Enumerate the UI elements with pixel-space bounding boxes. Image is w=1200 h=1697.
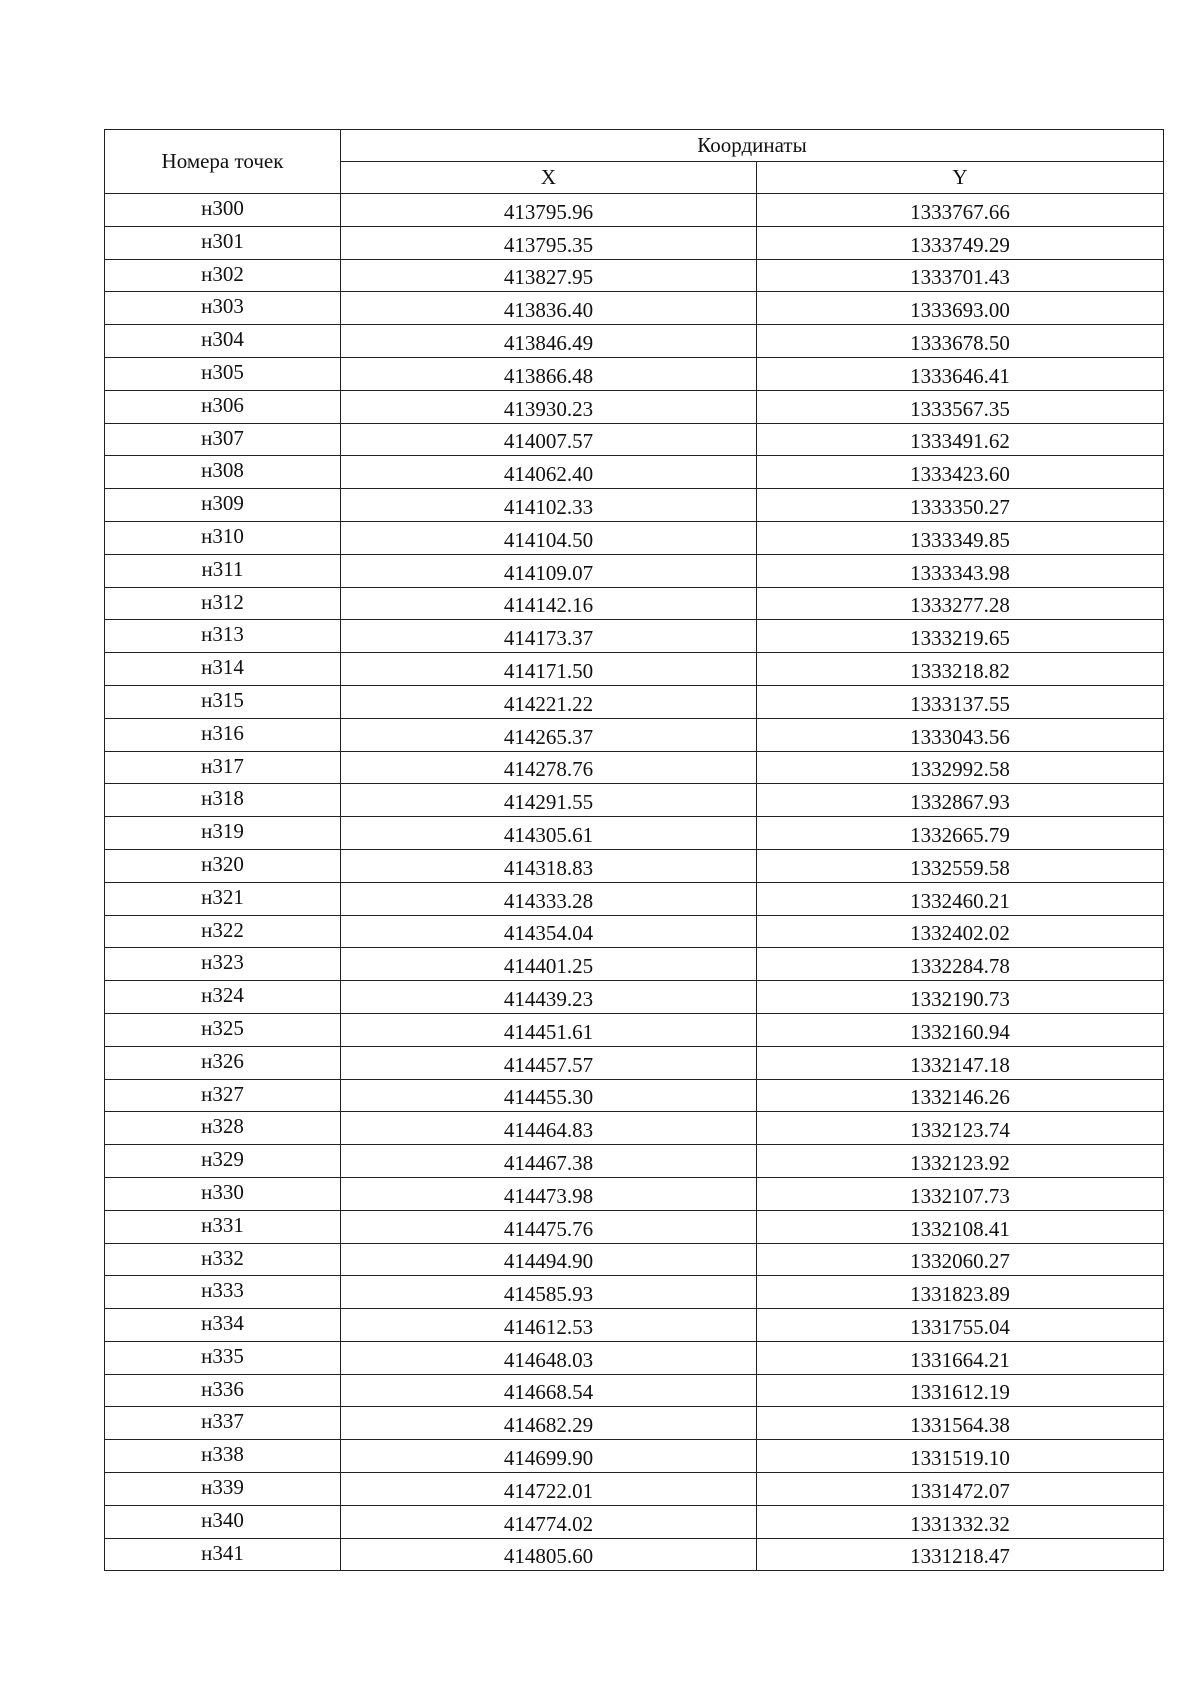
point-number-cell: н339 bbox=[105, 1473, 341, 1506]
point-number-cell: н335 bbox=[105, 1341, 341, 1374]
table-row bbox=[105, 1276, 1164, 1309]
table-row bbox=[105, 685, 1164, 718]
point-number-cell: н319 bbox=[105, 817, 341, 850]
point-number-cell: н326 bbox=[105, 1046, 341, 1079]
y-coordinate-cell: 1333693.00 bbox=[757, 292, 1164, 325]
table-row bbox=[105, 981, 1164, 1014]
point-number-cell: н322 bbox=[105, 915, 341, 948]
point-number-cell: н333 bbox=[105, 1276, 341, 1309]
y-coordinate-cell: 1332190.73 bbox=[757, 981, 1164, 1014]
point-number-cell: н301 bbox=[105, 226, 341, 259]
point-number-cell: н311 bbox=[105, 554, 341, 587]
table-row bbox=[105, 784, 1164, 817]
table-row bbox=[105, 521, 1164, 554]
point-number-cell: н338 bbox=[105, 1440, 341, 1473]
points-column-header: Номера точек bbox=[105, 130, 341, 194]
x-coordinate-cell: 414682.29 bbox=[341, 1407, 757, 1440]
table-row bbox=[105, 1046, 1164, 1079]
y-coordinate-cell: 1331612.19 bbox=[757, 1374, 1164, 1407]
table-row bbox=[105, 948, 1164, 981]
table-row bbox=[105, 653, 1164, 686]
point-number-cell: н316 bbox=[105, 718, 341, 751]
x-coordinate-cell: 414401.25 bbox=[341, 948, 757, 981]
x-coordinate-cell: 413795.96 bbox=[341, 194, 757, 227]
y-coordinate-cell: 1332992.58 bbox=[757, 751, 1164, 784]
y-coordinate-cell: 1333137.55 bbox=[757, 685, 1164, 718]
x-coordinate-cell: 414171.50 bbox=[341, 653, 757, 686]
table-row bbox=[105, 1309, 1164, 1342]
x-coordinate-cell: 414142.16 bbox=[341, 587, 757, 620]
y-coordinate-cell: 1331755.04 bbox=[757, 1309, 1164, 1342]
y-coordinate-cell: 1332665.79 bbox=[757, 817, 1164, 850]
x-coordinate-cell: 414494.90 bbox=[341, 1243, 757, 1276]
y-coordinate-cell: 1332559.58 bbox=[757, 849, 1164, 882]
x-coordinate-cell: 414291.55 bbox=[341, 784, 757, 817]
table-row bbox=[105, 587, 1164, 620]
point-number-cell: н328 bbox=[105, 1112, 341, 1145]
x-coordinate-cell: 413795.35 bbox=[341, 226, 757, 259]
table-row bbox=[105, 1177, 1164, 1210]
y-coordinate-cell: 1332402.02 bbox=[757, 915, 1164, 948]
point-number-cell: н329 bbox=[105, 1145, 341, 1178]
x-coordinate-cell: 414774.02 bbox=[341, 1505, 757, 1538]
point-number-cell: н321 bbox=[105, 882, 341, 915]
table-row bbox=[105, 718, 1164, 751]
y-coordinate-cell: 1333043.56 bbox=[757, 718, 1164, 751]
table-header bbox=[105, 130, 1164, 194]
y-coordinate-cell: 1333350.27 bbox=[757, 489, 1164, 522]
y-coordinate-cell: 1333343.98 bbox=[757, 554, 1164, 587]
y-coordinate-cell: 1333277.28 bbox=[757, 587, 1164, 620]
table-row bbox=[105, 1473, 1164, 1506]
table-row bbox=[105, 226, 1164, 259]
y-coordinate-cell: 1332060.27 bbox=[757, 1243, 1164, 1276]
x-coordinate-cell: 414467.38 bbox=[341, 1145, 757, 1178]
x-coordinate-cell: 414805.60 bbox=[341, 1538, 757, 1571]
y-coordinate-cell: 1332160.94 bbox=[757, 1013, 1164, 1046]
y-coordinate-cell: 1333491.62 bbox=[757, 423, 1164, 456]
y-coordinate-cell: 1332284.78 bbox=[757, 948, 1164, 981]
table-row bbox=[105, 1440, 1164, 1473]
point-number-cell: н320 bbox=[105, 849, 341, 882]
point-number-cell: н337 bbox=[105, 1407, 341, 1440]
header-row-top bbox=[105, 130, 1164, 162]
x-coordinate-cell: 414464.83 bbox=[341, 1112, 757, 1145]
x-coordinate-cell: 414475.76 bbox=[341, 1210, 757, 1243]
x-coordinate-cell: 413836.40 bbox=[341, 292, 757, 325]
point-number-cell: н341 bbox=[105, 1538, 341, 1571]
x-coordinate-cell: 414333.28 bbox=[341, 882, 757, 915]
y-coordinate-cell: 1331823.89 bbox=[757, 1276, 1164, 1309]
point-number-cell: н308 bbox=[105, 456, 341, 489]
table-row bbox=[105, 357, 1164, 390]
x-coordinate-cell: 414722.01 bbox=[341, 1473, 757, 1506]
y-coordinate-cell: 1331564.38 bbox=[757, 1407, 1164, 1440]
x-coordinate-cell: 413827.95 bbox=[341, 259, 757, 292]
table-row bbox=[105, 1079, 1164, 1112]
y-coordinate-cell: 1332460.21 bbox=[757, 882, 1164, 915]
point-number-cell: н317 bbox=[105, 751, 341, 784]
table-row bbox=[105, 1112, 1164, 1145]
x-coordinate-cell: 414173.37 bbox=[341, 620, 757, 653]
y-coordinate-cell: 1332123.92 bbox=[757, 1145, 1164, 1178]
table-row bbox=[105, 882, 1164, 915]
x-coordinate-cell: 414455.30 bbox=[341, 1079, 757, 1112]
x-coordinate-cell: 414318.83 bbox=[341, 849, 757, 882]
x-coordinate-cell: 414648.03 bbox=[341, 1341, 757, 1374]
x-coordinate-cell: 414612.53 bbox=[341, 1309, 757, 1342]
table-row bbox=[105, 554, 1164, 587]
y-coordinate-cell: 1333646.41 bbox=[757, 357, 1164, 390]
y-coordinate-cell: 1333767.66 bbox=[757, 194, 1164, 227]
x-coordinate-cell: 414109.07 bbox=[341, 554, 757, 587]
point-number-cell: н304 bbox=[105, 325, 341, 358]
table-row bbox=[105, 1505, 1164, 1538]
table-row bbox=[105, 1210, 1164, 1243]
point-number-cell: н302 bbox=[105, 259, 341, 292]
point-number-cell: н324 bbox=[105, 981, 341, 1014]
point-number-cell: н325 bbox=[105, 1013, 341, 1046]
point-number-cell: н318 bbox=[105, 784, 341, 817]
x-coordinate-cell: 414473.98 bbox=[341, 1177, 757, 1210]
coordinates-group-header: Координаты bbox=[341, 130, 1164, 162]
y-coordinate-cell: 1332147.18 bbox=[757, 1046, 1164, 1079]
table-row bbox=[105, 915, 1164, 948]
point-number-cell: н305 bbox=[105, 357, 341, 390]
table-row bbox=[105, 390, 1164, 423]
table-row bbox=[105, 1374, 1164, 1407]
y-coordinate-cell: 1331332.32 bbox=[757, 1505, 1164, 1538]
y-coordinate-cell: 1332108.41 bbox=[757, 1210, 1164, 1243]
point-number-cell: н314 bbox=[105, 653, 341, 686]
coordinates-table bbox=[104, 129, 1164, 1571]
point-number-cell: н300 bbox=[105, 194, 341, 227]
point-number-cell: н331 bbox=[105, 1210, 341, 1243]
y-coordinate-cell: 1333701.43 bbox=[757, 259, 1164, 292]
table-row bbox=[105, 1243, 1164, 1276]
point-number-cell: н306 bbox=[105, 390, 341, 423]
table-row bbox=[105, 751, 1164, 784]
y-coordinate-cell: 1333567.35 bbox=[757, 390, 1164, 423]
y-coordinate-cell: 1333349.85 bbox=[757, 521, 1164, 554]
x-coordinate-cell: 414062.40 bbox=[341, 456, 757, 489]
point-number-cell: н336 bbox=[105, 1374, 341, 1407]
y-coordinate-cell: 1332123.74 bbox=[757, 1112, 1164, 1145]
point-number-cell: н327 bbox=[105, 1079, 341, 1112]
point-number-cell: н303 bbox=[105, 292, 341, 325]
table-row bbox=[105, 325, 1164, 358]
y-coordinate-cell: 1331218.47 bbox=[757, 1538, 1164, 1571]
table-body bbox=[105, 194, 1164, 1571]
y-coordinate-cell: 1333423.60 bbox=[757, 456, 1164, 489]
table-row bbox=[105, 489, 1164, 522]
y-coordinate-cell: 1333749.29 bbox=[757, 226, 1164, 259]
table-row bbox=[105, 423, 1164, 456]
table-row bbox=[105, 1407, 1164, 1440]
y-coordinate-cell: 1332146.26 bbox=[757, 1079, 1164, 1112]
y-coordinate-cell: 1333218.82 bbox=[757, 653, 1164, 686]
table-row bbox=[105, 817, 1164, 850]
point-number-cell: н332 bbox=[105, 1243, 341, 1276]
point-number-cell: н323 bbox=[105, 948, 341, 981]
y-coordinate-cell: 1331664.21 bbox=[757, 1341, 1164, 1374]
x-coordinate-cell: 414278.76 bbox=[341, 751, 757, 784]
x-coordinate-cell: 414699.90 bbox=[341, 1440, 757, 1473]
x-coordinate-cell: 414007.57 bbox=[341, 423, 757, 456]
x-coordinate-cell: 414451.61 bbox=[341, 1013, 757, 1046]
x-column-header: X bbox=[341, 162, 757, 194]
point-number-cell: н340 bbox=[105, 1505, 341, 1538]
point-number-cell: н309 bbox=[105, 489, 341, 522]
x-coordinate-cell: 414102.33 bbox=[341, 489, 757, 522]
x-coordinate-cell: 413930.23 bbox=[341, 390, 757, 423]
y-coordinate-cell: 1331472.07 bbox=[757, 1473, 1164, 1506]
table-row bbox=[105, 1013, 1164, 1046]
point-number-cell: н312 bbox=[105, 587, 341, 620]
x-coordinate-cell: 414354.04 bbox=[341, 915, 757, 948]
y-coordinate-cell: 1332107.73 bbox=[757, 1177, 1164, 1210]
x-coordinate-cell: 414439.23 bbox=[341, 981, 757, 1014]
x-coordinate-cell: 414305.61 bbox=[341, 817, 757, 850]
table-row bbox=[105, 620, 1164, 653]
x-coordinate-cell: 414221.22 bbox=[341, 685, 757, 718]
point-number-cell: н313 bbox=[105, 620, 341, 653]
y-column-header: Y bbox=[757, 162, 1164, 194]
y-coordinate-cell: 1333219.65 bbox=[757, 620, 1164, 653]
table-row bbox=[105, 849, 1164, 882]
table-row bbox=[105, 194, 1164, 227]
point-number-cell: н315 bbox=[105, 685, 341, 718]
x-coordinate-cell: 414457.57 bbox=[341, 1046, 757, 1079]
table-row bbox=[105, 259, 1164, 292]
point-number-cell: н307 bbox=[105, 423, 341, 456]
table-row bbox=[105, 1341, 1164, 1374]
table-row bbox=[105, 1538, 1164, 1571]
x-coordinate-cell: 413866.48 bbox=[341, 357, 757, 390]
y-coordinate-cell: 1333678.50 bbox=[757, 325, 1164, 358]
table-row bbox=[105, 456, 1164, 489]
table-row bbox=[105, 1145, 1164, 1178]
point-number-cell: н310 bbox=[105, 521, 341, 554]
x-coordinate-cell: 414585.93 bbox=[341, 1276, 757, 1309]
y-coordinate-cell: 1332867.93 bbox=[757, 784, 1164, 817]
point-number-cell: н330 bbox=[105, 1177, 341, 1210]
x-coordinate-cell: 414104.50 bbox=[341, 521, 757, 554]
x-coordinate-cell: 413846.49 bbox=[341, 325, 757, 358]
table-row bbox=[105, 292, 1164, 325]
point-number-cell: н334 bbox=[105, 1309, 341, 1342]
y-coordinate-cell: 1331519.10 bbox=[757, 1440, 1164, 1473]
x-coordinate-cell: 414668.54 bbox=[341, 1374, 757, 1407]
x-coordinate-cell: 414265.37 bbox=[341, 718, 757, 751]
